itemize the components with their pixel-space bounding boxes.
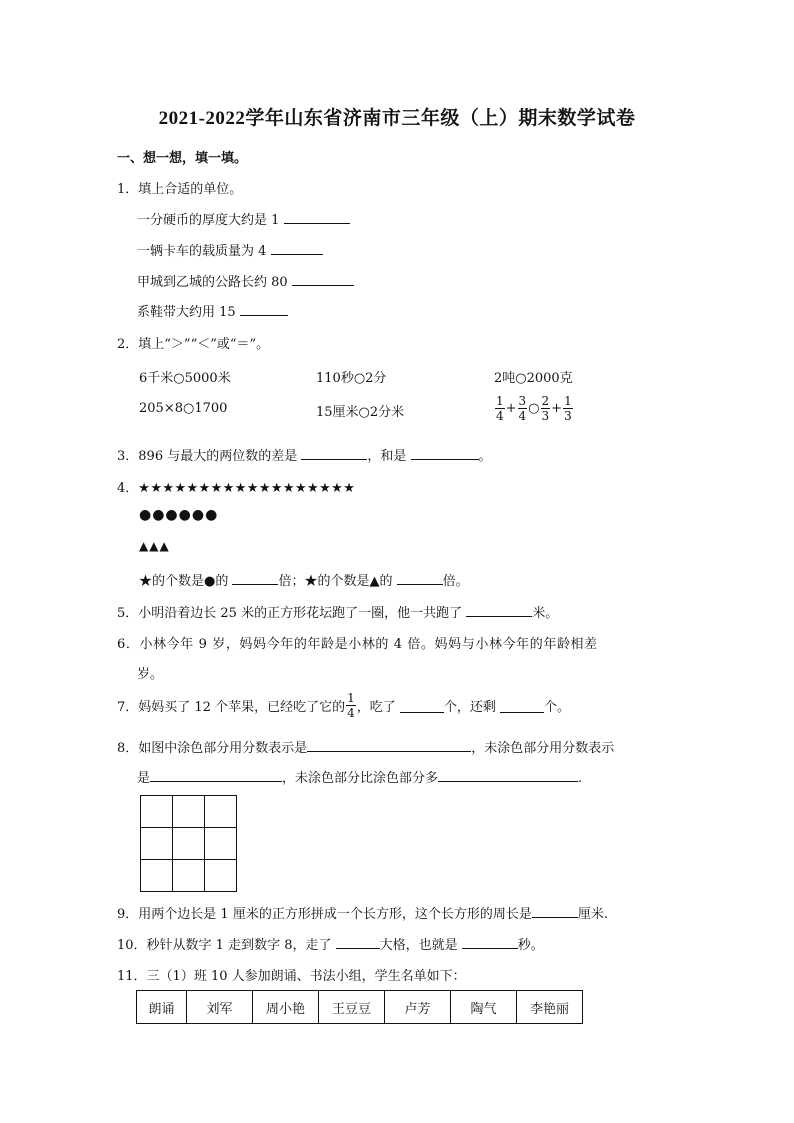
grid-cell <box>205 796 237 828</box>
q1-line-text: 系鞋带大约用 15 <box>137 305 236 320</box>
question-stem: 三（1）班 10 人参加朗诵、书法小组，学生名单如下： <box>146 969 466 984</box>
question-number: 4． <box>117 481 139 496</box>
fraction: $\frac{2}{3}$ <box>541 394 550 423</box>
question-6 <box>117 633 598 652</box>
table-cell: 王豆豆 <box>319 991 385 1024</box>
answer-blank[interactable] <box>438 768 578 782</box>
question-11 <box>117 965 466 984</box>
question-text: ★的个数是●的 <box>139 574 229 589</box>
question-4 <box>117 477 355 496</box>
question-number: 3． <box>117 449 139 464</box>
question-text: 个。 <box>544 700 571 715</box>
q1-line-text: 一分硬币的厚度大约是 1 <box>137 213 280 228</box>
question-text: 896 与最大的两位数的差是 <box>138 449 298 464</box>
question-stem: 填上“＞”“＜”或“＝”。 <box>138 337 270 352</box>
question-number: 7． <box>117 700 139 715</box>
question-text: 倍。 <box>442 574 469 589</box>
answer-blank[interactable] <box>271 241 323 255</box>
fraction: $\frac{1}{4}$ <box>347 691 355 720</box>
answer-blank[interactable] <box>411 446 479 460</box>
answer-blank[interactable] <box>284 210 350 224</box>
question-number: 5． <box>117 606 139 621</box>
question-text: 小明沿着边长 25 米的正方形花坛跑了一圈，他一共跑了 <box>138 606 463 621</box>
page-title: 2021-2022学年山东省济南市三年级（上）期末数学试卷 <box>158 108 636 129</box>
question-text: 如图中涂色部分用分数表示是 <box>138 741 308 756</box>
q1-line-text: 一辆卡车的载质量为 4 <box>137 244 267 259</box>
q1-line <box>137 271 354 290</box>
question-text: 个，还剩 <box>443 700 496 715</box>
q8-line-2 <box>137 767 582 786</box>
q4-question <box>139 570 469 589</box>
grid-cell <box>173 828 205 860</box>
grid-cell <box>205 860 237 892</box>
question-text: ，未涂色部分比涂色部分多 <box>282 771 439 786</box>
answer-blank[interactable] <box>307 738 471 752</box>
question-text: 小林今年 9 岁，妈妈今年的年龄是小林的 4 倍。妈妈与小林今年的年龄相差 <box>139 637 598 652</box>
question-text: 大格，也就是 <box>379 938 458 953</box>
question-text: 用两个边长是 1 厘米的正方形拼成一个长方形，这个长方形的周长是 <box>138 907 532 922</box>
question-2 <box>117 333 269 352</box>
question-text: ，吃了 <box>356 700 396 715</box>
grid-cell <box>173 796 205 828</box>
question-5 <box>117 602 558 621</box>
grid-cell <box>141 828 173 860</box>
grid-cell <box>173 860 205 892</box>
question-number: 1． <box>117 182 139 197</box>
question-10 <box>117 934 544 953</box>
question-7 <box>117 692 570 719</box>
question-9 <box>117 903 608 922</box>
question-text: . <box>578 771 583 786</box>
table-cell: 陶气 <box>451 991 517 1024</box>
question-number: 11． <box>117 969 147 984</box>
table-cell: 朗诵 <box>137 991 187 1024</box>
answer-blank[interactable] <box>466 603 532 617</box>
question-text: ，未涂色部分用分数表示 <box>471 741 615 756</box>
question-8 <box>117 737 614 756</box>
answer-blank[interactable] <box>301 446 367 460</box>
question-3 <box>117 445 492 464</box>
student-name-table <box>136 990 583 1024</box>
triangles-row: ▲▲▲ <box>139 539 170 553</box>
answer-blank[interactable] <box>532 904 578 918</box>
compare-item[interactable]: 2吨○2000克 <box>494 371 573 386</box>
circles-row: ●●●●●● <box>139 507 219 523</box>
answer-blank[interactable] <box>240 302 288 316</box>
question-text: 秒。 <box>517 938 544 953</box>
compare-item[interactable]: 15厘米○2分米 <box>316 405 405 420</box>
table-cell: 周小艳 <box>253 991 319 1024</box>
table-cell: 李艳丽 <box>517 991 583 1024</box>
compare-circle[interactable]: ○ <box>528 401 540 416</box>
plus-sign: + <box>551 401 563 416</box>
question-text: 米。 <box>532 606 559 621</box>
question-text: ，和是 <box>367 449 407 464</box>
question-number: 10． <box>117 938 147 953</box>
answer-blank[interactable] <box>462 935 518 949</box>
compare-item[interactable]: 110秒○2分 <box>316 371 387 386</box>
grid-cell <box>141 796 173 828</box>
fraction: $\frac{1}{4}$ <box>496 394 504 423</box>
question-number: 2． <box>117 337 139 352</box>
question-number: 8． <box>117 741 139 756</box>
q1-line <box>137 301 288 320</box>
answer-blank[interactable] <box>400 699 444 713</box>
grid-cell <box>205 828 237 860</box>
question-text: 妈妈买了 12 个苹果，已经吃了它的 <box>138 700 346 715</box>
question-number: 6． <box>117 637 140 652</box>
fraction: $\frac{3}{4}$ <box>518 394 527 423</box>
compare-item[interactable]: 205×8○1700 <box>139 401 228 416</box>
answer-blank[interactable] <box>292 272 354 286</box>
q1-line-text: 甲城到乙城的公路长约 80 <box>137 275 288 290</box>
answer-blank[interactable] <box>500 699 544 713</box>
plus-sign: + <box>505 401 517 416</box>
question-text: 。 <box>478 449 492 464</box>
fraction-grid-figure <box>140 795 237 892</box>
question-text: 是 <box>137 771 151 786</box>
table-cell: 刘军 <box>187 991 253 1024</box>
section-heading: 一、想一想，填一填。 <box>117 151 248 166</box>
question-text: 秒针从数字 1 走到数字 8，走了 <box>146 938 332 953</box>
q1-line <box>137 240 323 259</box>
fraction: $\frac{1}{3}$ <box>564 394 572 423</box>
answer-blank[interactable] <box>397 571 443 585</box>
stars-row: ★★★★★★★★★★★★★★★★★★ <box>138 481 356 496</box>
q6-line-2: 岁。 <box>137 667 164 682</box>
answer-blank[interactable] <box>150 768 282 782</box>
grid-cell <box>141 860 173 892</box>
fraction-compare-item[interactable] <box>494 395 574 422</box>
q1-line <box>137 209 350 228</box>
compare-item[interactable]: 6千米○5000米 <box>139 371 231 386</box>
answer-blank[interactable] <box>232 571 278 585</box>
answer-blank[interactable] <box>336 935 380 949</box>
question-stem: 填上合适的单位。 <box>138 182 243 197</box>
question-1 <box>117 178 242 197</box>
question-text: 厘米. <box>577 907 608 922</box>
question-number: 9． <box>117 907 139 922</box>
question-text: 倍；★的个数是▲的 <box>278 574 393 589</box>
table-cell: 卢芳 <box>385 991 451 1024</box>
